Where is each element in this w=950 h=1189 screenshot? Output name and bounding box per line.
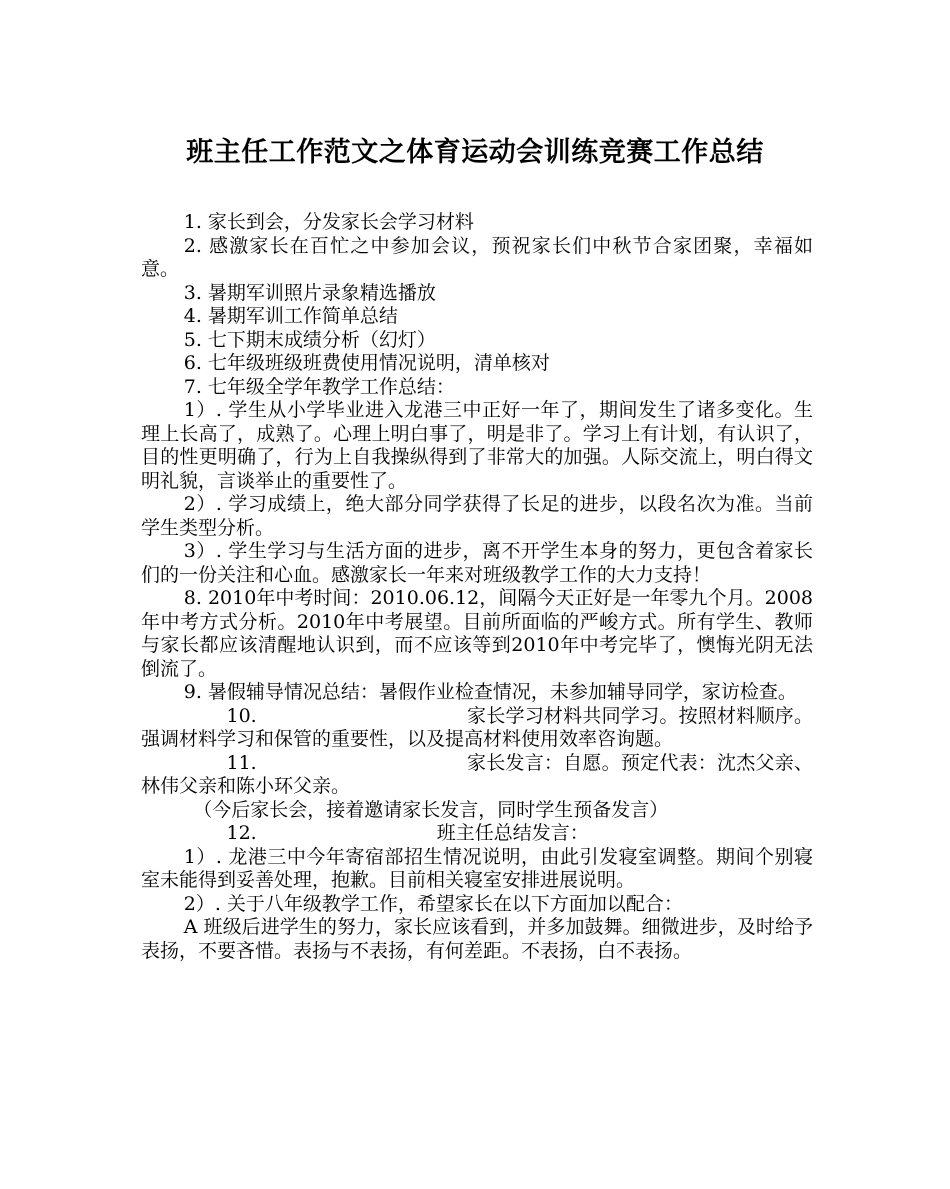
paragraph: 1. 家长到会，分发家长会学习材料	[183, 211, 474, 233]
item-text: 家长学习材料共同学习。按照材料顺序。强调材料学习和保管的重要性，以及提高材料使用效率咨询题。	[141, 704, 813, 750]
paragraph: 3）. 学生学习与生活方面的进步，离不开学生本身的努力，更包含着家长们的一份关注和心血。感激家长一年来对班级教学工作的大力支持！	[141, 540, 813, 586]
paragraph: 1）. 学生从小学毕业进入龙港三中正好一年了，期间发生了诸多变化。生理上长高了，成熟了。心理上明白事了，明是非了。学习上有计划，有认识了，目的性更明确了，行为上自我操纵得到了非常大的加强。人际交流上，明白得文明礼貌，言谈举止的重要性了。	[141, 399, 813, 492]
item-text: 班主任总结发言：	[436, 822, 589, 844]
paragraph: 5. 七下期末成绩分析（幻灯）	[183, 328, 436, 351]
paragraph-item-10	[141, 705, 813, 752]
paragraph-note: （今后家长会，接着邀请家长发言，同时学生预备发言）	[193, 798, 669, 821]
item-number: 12.	[226, 822, 257, 844]
paragraph: 2. 感激家长在百忙之中参加会议，预祝家长们中秋节合家团聚，幸福如意。	[141, 234, 813, 280]
document-body	[141, 211, 813, 963]
paragraph: 2）. 学习成绩上，绝大部分同学获得了长足的进步，以段名次为准。当前学生类型分析。	[141, 493, 813, 539]
item-text: 家长发言：自愿。预定代表：沈杰父亲、林伟父亲和陈小环父亲。	[141, 751, 813, 797]
paragraph: 3. 暑期军训照片录象精选播放	[183, 281, 436, 304]
paragraph-item-12	[141, 822, 813, 846]
item-number: 11.	[226, 751, 257, 774]
paragraph: 8. 2010年中考时间：2010.06.12，间隔今天正好是一年零九个月。2008年中考方式分析。2010年中考展望。目前所面临的严峻方式。所有学生、教师与家长都应该清醒地认识到，而不应该等到2010年中考完毕了，懊悔光阴无法倒流了。	[141, 587, 813, 680]
paragraph: 7. 七年级全学年教学工作总结：	[183, 375, 455, 398]
paragraph: 2）. 关于八年级教学工作，希望家长在以下方面加以配合：	[183, 892, 683, 915]
paragraph: 6. 七年级班级班费使用情况说明，清单核对	[183, 352, 550, 374]
paragraph: 9. 暑假辅导情况总结：暑假作业检查情况，未参加辅导同学，家访检查。	[183, 681, 797, 703]
item-number: 10.	[226, 704, 257, 727]
paragraph: A 班级后进学生的努力，家长应该看到，并多加鼓舞。细微进步，及时给予表扬，不要吝惜。表扬与不表扬，有何差距。不表扬，白不表扬。	[141, 916, 813, 962]
paragraph: 4. 暑期军训工作简单总结	[183, 305, 398, 327]
paragraph-item-11	[141, 752, 813, 799]
paragraph: 1）. 龙港三中今年寄宿部招生情况说明，由此引发寝室调整。期间个别寝室未能得到妥善处理，抱歉。目前相关寝室安排进展说明。	[141, 845, 813, 891]
document-title: 班主任工作范文之体育运动会训练竞赛工作总结	[186, 137, 764, 168]
